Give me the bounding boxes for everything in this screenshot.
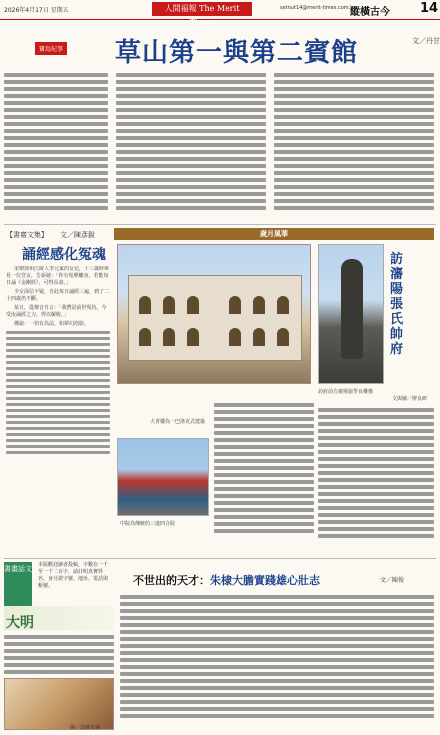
photo-section-header: 歲月風華	[114, 228, 434, 240]
contact-email[interactable]: setnut14@merit-times.com.tw	[280, 5, 357, 11]
page-number: 14	[420, 1, 439, 16]
article-title: 草山第一與第二賓館	[115, 38, 359, 68]
photo-essay-text-2	[318, 405, 434, 555]
story-paragraph: 少女深信不疑，自此每日誦經三遍，到了二十四歲仍不斷。	[6, 289, 110, 302]
column-label: 【書齋文集】	[6, 231, 48, 239]
statue-figure	[341, 259, 363, 359]
statue-photo	[318, 244, 384, 384]
mansion-photo	[117, 244, 311, 384]
story-paragraph: 某日，從聲音自言：「我們是前世冤仇，今受汝誦經之力，得以解脫。」	[6, 305, 107, 318]
photo-essay-author: 文與圖／廖良研	[392, 396, 428, 402]
story-body	[6, 266, 110, 556]
courtyard-photo	[117, 438, 209, 516]
page-header	[0, 0, 440, 27]
article-text-col-3	[274, 70, 434, 220]
submission-note: 本版歡迎讀者投稿，字數在一千至一千二百字，請註明真實姓名、身分證字號、地址、電話與帳號。	[38, 562, 109, 589]
story-author: 文／陳彥銳	[60, 231, 95, 239]
photo-essay-text-1	[214, 400, 314, 550]
issue-date: 2026年4月17日 星期五	[4, 7, 69, 14]
article-author: 文／丹甘	[412, 37, 440, 45]
section-divider	[4, 558, 436, 559]
photo-caption-statue: 訪府前方廣場張學良雕像	[318, 389, 374, 395]
article-text-col-1	[4, 70, 108, 220]
column-tag: 寶島紀事	[35, 42, 67, 55]
section-divider	[4, 224, 436, 225]
photo-essay-title: 訪瀋陽張氏帥府	[390, 252, 404, 357]
brand-name: 大明	[6, 615, 34, 631]
building-facade	[128, 275, 302, 361]
photo-caption-big: 大青樓為一巴洛克式建築	[150, 419, 206, 425]
column-badge: 書畫話文	[4, 562, 32, 606]
section-name: 縱橫古今	[350, 7, 390, 18]
story-paragraph: 宋朝郭州江陵人李元家的女兒，十三歲時夢見一位宮女，告訴她：「你有冤孽纏身，若能每日誦《金剛經》，可得長壽。」	[6, 266, 110, 286]
portrait-caption: 圖／清繪朱棣	[70, 725, 101, 731]
bottom-article-text	[120, 592, 434, 732]
bottom-title-prefix: 不世出的天才：	[133, 574, 210, 587]
story-paragraph: 佛說：一切有為法，如夢幻泡影。	[14, 321, 90, 327]
story-title: 誦經感化冤魂	[22, 247, 106, 263]
masthead-logo[interactable]: 人間福報 The Merit Times	[152, 2, 252, 16]
emperor-portrait	[4, 678, 114, 730]
bottom-title-main: 朱棣大膽實踐雄心壯志	[210, 574, 320, 587]
article-text-col-2	[116, 70, 266, 220]
bottom-side-text	[4, 632, 114, 676]
photo-caption-small: 中院為傳統的三進四合院	[120, 521, 176, 527]
bottom-article-author: 文／陳俊	[380, 577, 405, 584]
bottom-article-title	[133, 572, 320, 588]
